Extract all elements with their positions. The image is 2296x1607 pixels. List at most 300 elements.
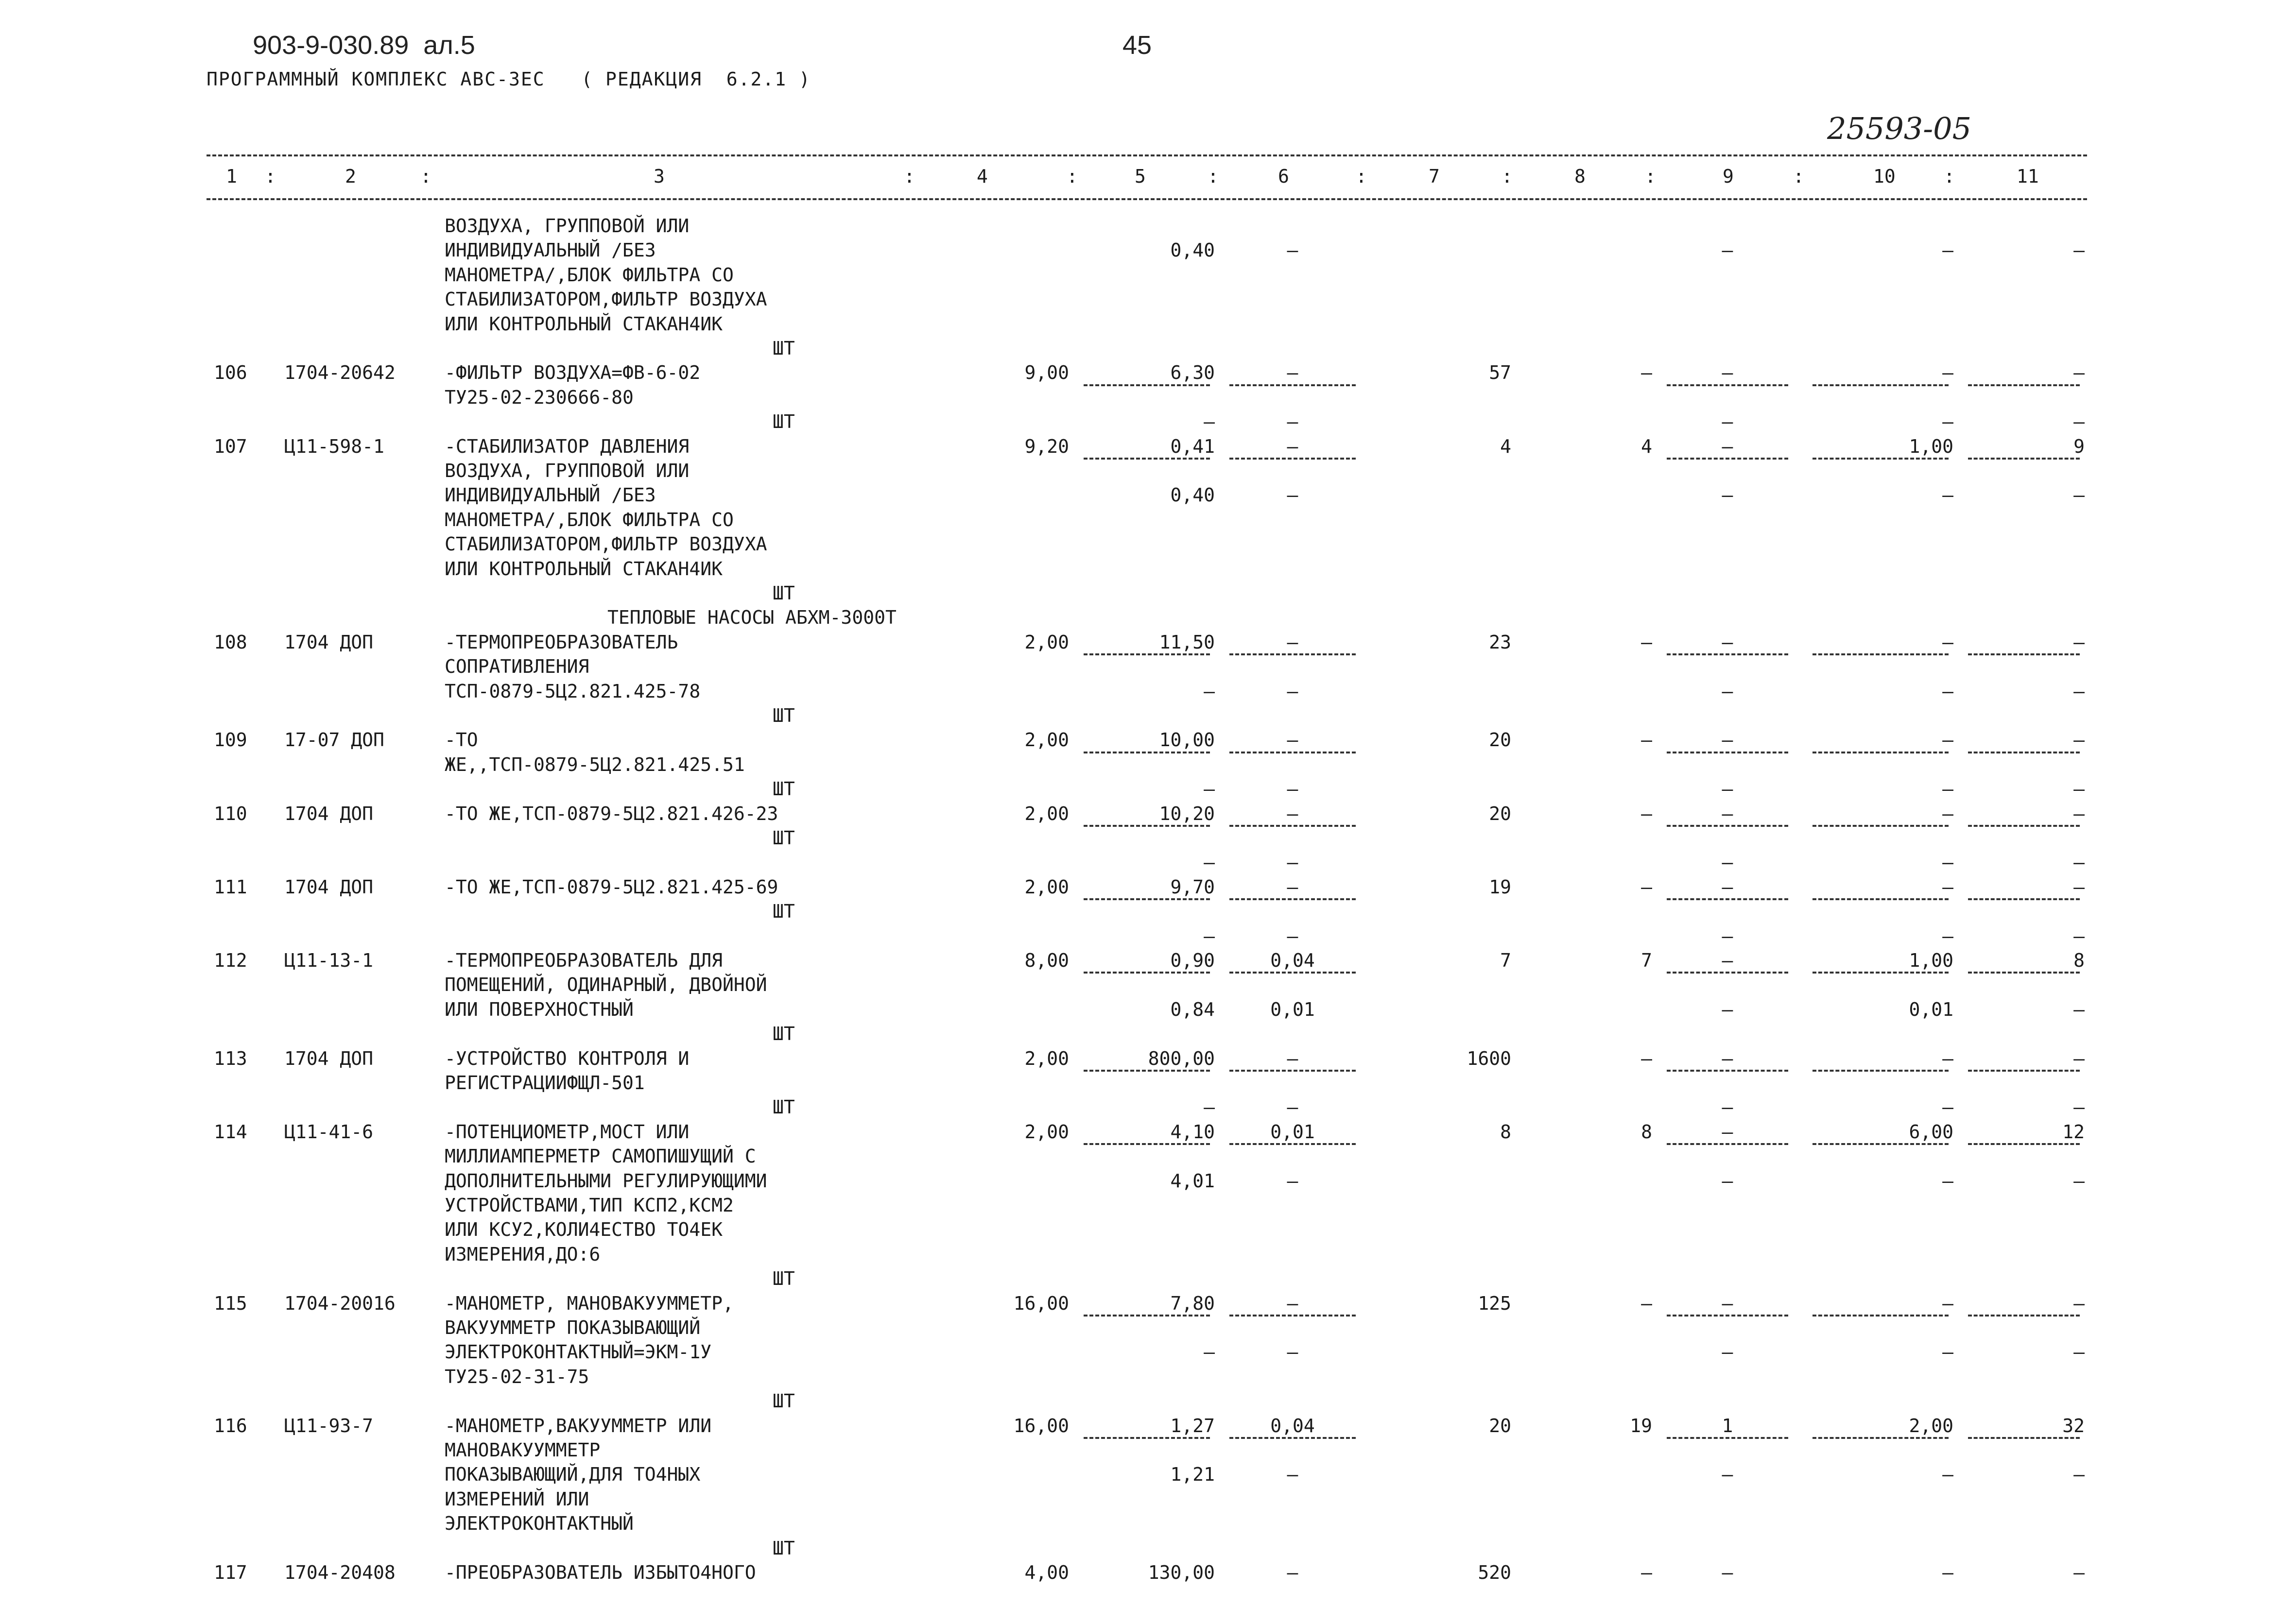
cell-c5: 130,00 (1148, 1562, 1215, 1583)
cell-divider (1813, 458, 1949, 460)
cell-c6: – (1287, 1047, 1298, 1069)
cell-c5: 10,20 (1159, 803, 1215, 824)
cell-c2: 1704-20642 (284, 362, 396, 384)
cell-c6: – (1287, 484, 1298, 506)
cell-c3: ШТ (773, 1023, 795, 1045)
cell-c7: 20 (1489, 1415, 1511, 1436)
cell-c9: – (1722, 435, 1733, 457)
cell-c7: 1600 (1467, 1047, 1511, 1069)
cell-c3: ЭЛЕКТРОКОНТАКТНЫЙ=ЭКМ-1У (445, 1341, 712, 1363)
cell-c10: – (1942, 803, 1953, 824)
cell-c1: 114 (214, 1121, 247, 1143)
cell-c10: – (1942, 876, 1953, 898)
cell-divider (1084, 384, 1210, 386)
cell-c5: 0,40 (1170, 484, 1215, 506)
cell-c3: ИЗМЕРЕНИЙ ИЛИ (445, 1488, 589, 1510)
cell-c10: – (1942, 1292, 1953, 1314)
cell-divider (1667, 1070, 1788, 1072)
column-number: 7 (1429, 166, 1440, 187)
cell-c6: – (1287, 925, 1298, 947)
column-separator: : (1356, 166, 1367, 187)
cell-c3: ПОКАЗЫВАЮЩИЙ,ДЛЯ ТО4НЫХ (445, 1464, 701, 1486)
cell-c8: 7 (1641, 950, 1652, 971)
cell-c3: -ПРЕОБРАЗОВАТЕЛЬ ИЗБЫТО4НОГО (445, 1562, 756, 1583)
cell-c10: – (1942, 1341, 1953, 1363)
column-separator: : (1502, 166, 1513, 187)
cell-divider (1667, 1315, 1788, 1316)
cell-c3: ШТ (773, 778, 795, 800)
cell-c6: – (1287, 729, 1298, 751)
cell-c6: 0,01 (1270, 1121, 1315, 1143)
cell-c4: 16,00 (1013, 1415, 1069, 1436)
cell-c8: – (1641, 876, 1652, 898)
column-separator: : (1944, 166, 1955, 187)
cell-c3: ИЛИ КОНТРОЛЬНЫЙ СТАКАН4ИК (445, 558, 723, 580)
cell-c3: СОПРАТИВЛЕНИЯ (445, 656, 589, 678)
cell-c7: 8 (1500, 1121, 1511, 1143)
cell-c5: 6,30 (1170, 362, 1215, 384)
column-number: 11 (2017, 166, 2039, 187)
cell-c11: – (2073, 362, 2085, 384)
cell-divider (1813, 1437, 1949, 1439)
cell-divider (1813, 825, 1949, 827)
cell-c3: -МАНОМЕТР,ВАКУУММЕТР ИЛИ (445, 1415, 712, 1436)
cell-c2: 17-07 ДОП (284, 729, 384, 751)
cell-c3: УСТРОЙСТВАМИ,ТИП КСП2,КСМ2 (445, 1195, 734, 1216)
cell-c11: – (2073, 411, 2085, 433)
cell-c9: – (1722, 778, 1733, 800)
cell-c8: – (1641, 1292, 1652, 1314)
cell-c11: – (2073, 1562, 2085, 1583)
cell-c6: – (1287, 1464, 1298, 1486)
cell-c6: – (1287, 1341, 1298, 1363)
cell-c6: – (1287, 852, 1298, 873)
cell-divider (1229, 1143, 1356, 1145)
cell-c3: -МАНОМЕТР, МАНОВАКУУММЕТР, (445, 1292, 734, 1314)
cell-c11: 9 (2073, 435, 2085, 457)
cell-c2: Ц11-93-7 (284, 1415, 374, 1436)
cell-divider (1968, 898, 2080, 900)
cell-c3: МАНОМЕТРА/,БЛОК ФИЛЬТРА СО (445, 264, 734, 286)
cell-c8: – (1641, 803, 1652, 824)
cell-divider (1667, 458, 1788, 460)
cell-c4: 2,00 (1024, 729, 1069, 751)
cell-c3: МИЛЛИАМПЕРМЕТР САМОПИШУЩИЙ С (445, 1145, 756, 1167)
cell-c5: – (1204, 852, 1215, 873)
cell-c5: 4,01 (1170, 1170, 1215, 1192)
cell-divider (1968, 1143, 2080, 1145)
cell-c1: 111 (214, 876, 247, 898)
cell-divider (1229, 458, 1356, 460)
cell-divider (1667, 972, 1788, 974)
cell-c9: – (1722, 239, 1733, 261)
cell-c7: 20 (1489, 729, 1511, 751)
cell-divider (1667, 384, 1788, 386)
cell-c3: -ТО (445, 729, 478, 751)
cell-divider (1229, 384, 1356, 386)
section-heading: ТЕПЛОВЫЕ НАСОСЫ АБХМ-3000Т (607, 607, 897, 629)
cell-c8: – (1641, 1047, 1652, 1069)
cell-divider (1813, 898, 1949, 900)
column-separator: : (1645, 166, 1656, 187)
cell-c6: – (1287, 1170, 1298, 1192)
software-line: ПРОГРАММНЫЙ КОМПЛЕКС АВС-3ЕС ( РЕДАКЦИЯ 6.2.1 ) (207, 68, 811, 90)
cell-divider (1229, 1070, 1356, 1072)
cell-c5: 10,00 (1159, 729, 1215, 751)
cell-c11: 12 (2062, 1121, 2085, 1143)
column-number: 8 (1574, 166, 1586, 187)
page-number: 45 (1122, 31, 1152, 60)
cell-c3: ВОЗДУХА, ГРУППОВОЙ ИЛИ (445, 215, 690, 237)
cell-c9: – (1722, 1464, 1733, 1486)
cell-c9: – (1722, 631, 1733, 653)
cell-c4: 2,00 (1024, 803, 1069, 824)
cell-c9: – (1722, 1562, 1733, 1583)
cell-c11: – (2073, 876, 2085, 898)
cell-divider (1229, 898, 1356, 900)
cell-c5: – (1204, 1096, 1215, 1118)
cell-c9: – (1722, 950, 1733, 971)
cell-divider (1667, 1437, 1788, 1439)
cell-c5: – (1204, 778, 1215, 800)
cell-c10: – (1942, 484, 1953, 506)
cell-c1: 109 (214, 729, 247, 751)
column-separator: : (420, 166, 432, 187)
cell-c5: 0,84 (1170, 998, 1215, 1020)
column-number: 5 (1135, 166, 1146, 187)
cell-c11: – (2073, 1096, 2085, 1118)
cell-divider (1813, 972, 1949, 974)
cell-c3: ШТ (773, 1537, 795, 1559)
cell-c10: – (1942, 411, 1953, 433)
cell-c6: – (1287, 239, 1298, 261)
cell-c9: – (1722, 998, 1733, 1020)
cell-c6: – (1287, 778, 1298, 800)
cell-c6: 0,04 (1270, 950, 1315, 971)
cell-c3: -ПОТЕНЦИОМЕТР,МОСТ ИЛИ (445, 1121, 690, 1143)
cell-c1: 115 (214, 1292, 247, 1314)
cell-c9: – (1722, 1121, 1733, 1143)
cell-c5: 1,27 (1170, 1415, 1215, 1436)
cell-c3: ШТ (773, 705, 795, 726)
cell-c10: – (1942, 925, 1953, 947)
cell-c11: – (2073, 925, 2085, 947)
cell-c9: – (1722, 680, 1733, 702)
cell-c3: -СТАБИЛИЗАТОР ДАВЛЕНИЯ (445, 435, 690, 457)
cell-c3: -ТО ЖЕ,ТСП-0879-5Ц2.821.426-23 (445, 803, 778, 824)
cell-c11: – (2073, 680, 2085, 702)
cell-c5: 0,90 (1170, 950, 1215, 971)
cell-c6: – (1287, 411, 1298, 433)
cell-divider (1968, 1070, 2080, 1072)
cell-c8: – (1641, 1562, 1652, 1583)
cell-c4: 2,00 (1024, 1121, 1069, 1143)
cell-c11: – (2073, 484, 2085, 506)
cell-c1: 113 (214, 1047, 247, 1069)
cell-c1: 108 (214, 631, 247, 653)
cell-c5: 800,00 (1148, 1047, 1215, 1069)
cell-c8: 4 (1641, 435, 1652, 457)
column-number: 1 (226, 166, 237, 187)
cell-c3: ВОЗДУХА, ГРУППОВОЙ ИЛИ (445, 460, 690, 481)
cell-c3: ШТ (773, 827, 795, 849)
cell-c11: 32 (2062, 1415, 2085, 1436)
cell-divider (1968, 825, 2080, 827)
cell-c7: 125 (1478, 1292, 1511, 1314)
cell-c1: 112 (214, 950, 247, 971)
column-separator: : (904, 166, 915, 187)
header-rule-top (207, 154, 2087, 156)
column-number: 10 (1873, 166, 1896, 187)
cell-c8: 8 (1641, 1121, 1652, 1143)
cell-c4: 2,00 (1024, 1047, 1069, 1069)
cell-c5: 0,40 (1170, 239, 1215, 261)
cell-c10: 1,00 (1909, 950, 1953, 971)
cell-c1: 117 (214, 1562, 247, 1583)
cell-c2: 1704 ДОП (284, 631, 374, 653)
cell-c10: – (1942, 631, 1953, 653)
cell-c1: 116 (214, 1415, 247, 1436)
cell-c10: – (1942, 239, 1953, 261)
cell-divider (1084, 972, 1210, 974)
cell-c3: ИЛИ ПОВЕРХНОСТНЫЙ (445, 998, 634, 1020)
cell-divider (1084, 752, 1210, 753)
cell-c5: – (1204, 411, 1215, 433)
cell-c2: 1704-20016 (284, 1292, 396, 1314)
cell-divider (1084, 825, 1210, 827)
cell-c4: 2,00 (1024, 631, 1069, 653)
cell-c3: ШТ (773, 901, 795, 923)
cell-c6: – (1287, 435, 1298, 457)
cell-c11: 8 (2073, 950, 2085, 971)
cell-c3: РЕГИСТРАЦИИФЩЛ-501 (445, 1072, 645, 1094)
cell-c2: 1704 ДОП (284, 876, 374, 898)
cell-c3: ТУ25-02-230666-80 (445, 386, 634, 408)
cell-c7: 20 (1489, 803, 1511, 824)
cell-divider (1084, 1315, 1210, 1316)
cell-c7: 19 (1489, 876, 1511, 898)
header-rule-bottom (207, 198, 2087, 200)
cell-divider (1084, 653, 1210, 655)
cell-c9: – (1722, 1292, 1733, 1314)
cell-c10: – (1942, 852, 1953, 873)
column-number: 6 (1278, 166, 1289, 187)
column-number: 2 (345, 166, 356, 187)
cell-divider (1813, 1143, 1949, 1145)
cell-c3: ИНДИВИДУАЛЬНЫЙ /БЕЗ (445, 484, 656, 506)
cell-divider (1813, 752, 1949, 753)
cell-c2: 1704-20408 (284, 1562, 396, 1583)
cell-c3: -ТЕРМОПРЕОБРАЗОВАТЕЛЬ (445, 631, 678, 653)
cell-divider (1084, 458, 1210, 460)
cell-c11: – (2073, 1047, 2085, 1069)
cell-divider (1968, 653, 2080, 655)
cell-c6: 0,01 (1270, 998, 1315, 1020)
cell-c3: ШТ (773, 1268, 795, 1290)
cell-c6: – (1287, 631, 1298, 653)
cell-c3: ДОПОЛНИТЕЛЬНЫМИ РЕГУЛИРУЮЩИМИ (445, 1170, 767, 1192)
cell-c9: 1 (1722, 1415, 1733, 1436)
cell-c3: -ФИЛЬТР ВОЗДУХА=ФВ-6-02 (445, 362, 701, 384)
cell-c3: ИЛИ КСУ2,КОЛИ4ЕСТВО ТО4ЕК (445, 1219, 723, 1241)
cell-c9: – (1722, 1170, 1733, 1192)
cell-c10: 6,00 (1909, 1121, 1953, 1143)
cell-c9: – (1722, 803, 1733, 824)
cell-divider (1229, 972, 1356, 974)
cell-c3: ТСП-0879-5Ц2.821.425-78 (445, 680, 701, 702)
cell-c9: – (1722, 484, 1733, 506)
cell-c8: – (1641, 729, 1652, 751)
cell-divider (1968, 458, 2080, 460)
cell-c11: – (2073, 1292, 2085, 1314)
cell-c10: – (1942, 1170, 1953, 1192)
cell-c10: – (1942, 778, 1953, 800)
cell-divider (1229, 825, 1356, 827)
cell-c3: СТАБИЛИЗАТОРОМ,ФИЛЬТР ВОЗДУХА (445, 289, 767, 310)
cell-c3: ИЛИ КОНТРОЛЬНЫЙ СТАКАН4ИК (445, 313, 723, 335)
cell-c3: ШТ (773, 338, 795, 359)
cell-c10: – (1942, 1464, 1953, 1486)
cell-c5: 1,21 (1170, 1464, 1215, 1486)
cell-c3: -УСТРОЙСТВО КОНТРОЛЯ И (445, 1047, 690, 1069)
cell-c5: 11,50 (1159, 631, 1215, 653)
cell-c5: 4,10 (1170, 1121, 1215, 1143)
cell-c9: – (1722, 1096, 1733, 1118)
cell-divider (1968, 1437, 2080, 1439)
cell-c11: – (2073, 998, 2085, 1020)
cell-c10: – (1942, 1096, 1953, 1118)
cell-c5: – (1204, 680, 1215, 702)
cell-c10: – (1942, 362, 1953, 384)
cell-c1: 110 (214, 803, 247, 824)
cell-divider (1968, 384, 2080, 386)
cell-c7: 520 (1478, 1562, 1511, 1583)
cell-c3: ШТ (773, 582, 795, 604)
cell-divider (1229, 1437, 1356, 1439)
cell-divider (1968, 752, 2080, 753)
cell-c5: 0,41 (1170, 435, 1215, 457)
cell-c5: – (1204, 1341, 1215, 1363)
cell-c6: 0,04 (1270, 1415, 1315, 1436)
cell-c6: – (1287, 362, 1298, 384)
cell-c4: 16,00 (1013, 1292, 1069, 1314)
cell-c9: – (1722, 925, 1733, 947)
cell-c4: 8,00 (1024, 950, 1069, 971)
cell-c3: ПОМЕЩЕНИЙ, ОДИНАРНЫЙ, ДВОЙНОЙ (445, 974, 767, 996)
cell-c6: – (1287, 803, 1298, 824)
cell-c3: СТАБИЛИЗАТОРОМ,ФИЛЬТР ВОЗДУХА (445, 533, 767, 555)
cell-c7: 4 (1500, 435, 1511, 457)
cell-c9: – (1722, 729, 1733, 751)
cell-c2: Ц11-13-1 (284, 950, 374, 971)
cell-divider (1813, 1315, 1949, 1316)
cell-divider (1667, 898, 1788, 900)
cell-divider (1084, 1070, 1210, 1072)
cell-c8: – (1641, 631, 1652, 653)
column-number: 3 (654, 166, 665, 187)
cell-c11: – (2073, 1464, 2085, 1486)
cell-c7: 57 (1489, 362, 1511, 384)
cell-c10: 2,00 (1909, 1415, 1953, 1436)
column-separator: : (1793, 166, 1804, 187)
cell-c9: – (1722, 411, 1733, 433)
cell-divider (1084, 1143, 1210, 1145)
cell-c11: – (2073, 803, 2085, 824)
cell-c1: 107 (214, 435, 247, 457)
cell-divider (1667, 1143, 1788, 1145)
cell-c7: 23 (1489, 631, 1511, 653)
cell-c6: – (1287, 680, 1298, 702)
cell-c5: 7,80 (1170, 1292, 1215, 1314)
cell-c8: 19 (1630, 1415, 1652, 1436)
cell-c8: – (1641, 362, 1652, 384)
cell-c6: – (1287, 1562, 1298, 1583)
column-separator: : (1208, 166, 1219, 187)
cell-c10: – (1942, 680, 1953, 702)
cell-c3: МАНОМЕТРА/,БЛОК ФИЛЬТРА СО (445, 509, 734, 530)
cell-c7: 7 (1500, 950, 1511, 971)
cell-divider (1968, 1315, 2080, 1316)
cell-divider (1229, 1315, 1356, 1316)
cell-divider (1229, 752, 1356, 753)
cell-c3: ЭЛЕКТРОКОНТАКТНЫЙ (445, 1513, 634, 1535)
cell-c3: ШТ (773, 1390, 795, 1412)
column-number: 4 (977, 166, 988, 187)
cell-c3: -ТО ЖЕ,ТСП-0879-5Ц2.821.425-69 (445, 876, 778, 898)
cell-divider (1084, 898, 1210, 900)
cell-c9: – (1722, 852, 1733, 873)
cell-c9: – (1722, 1047, 1733, 1069)
cell-c6: – (1287, 876, 1298, 898)
cell-divider (1813, 1070, 1949, 1072)
cell-c3: ИЗМЕРЕНИЯ,ДО:6 (445, 1243, 601, 1265)
cell-c6: – (1287, 1292, 1298, 1314)
cell-divider (1667, 825, 1788, 827)
cell-c11: – (2073, 239, 2085, 261)
cell-c9: – (1722, 876, 1733, 898)
cell-c10: 0,01 (1909, 998, 1953, 1020)
cell-c2: 1704 ДОП (284, 803, 374, 824)
cell-c3: ВАКУУММЕТР ПОКАЗЫВАЮЩИЙ (445, 1317, 701, 1338)
cell-c2: Ц11-41-6 (284, 1121, 374, 1143)
cell-divider (1667, 752, 1788, 753)
cell-c5: – (1204, 925, 1215, 947)
cell-c6: – (1287, 1096, 1298, 1118)
column-separator: : (265, 166, 276, 187)
cell-divider (1229, 653, 1356, 655)
cell-c4: 4,00 (1024, 1562, 1069, 1583)
cell-c2: 1704 ДОП (284, 1047, 374, 1069)
document-code: 903-9-030.89 ал.5 (253, 31, 475, 60)
cell-divider (1813, 384, 1949, 386)
cell-c10: – (1942, 729, 1953, 751)
cell-c4: 9,20 (1024, 435, 1069, 457)
cell-c9: – (1722, 362, 1733, 384)
cell-c11: – (2073, 1170, 2085, 1192)
handwritten-code: 25593-05 (1827, 111, 1972, 146)
cell-c11: – (2073, 852, 2085, 873)
cell-c11: – (2073, 631, 2085, 653)
cell-c3: ИНДИВИДУАЛЬНЫЙ /БЕЗ (445, 239, 656, 261)
cell-divider (1667, 653, 1788, 655)
cell-divider (1084, 1437, 1210, 1439)
cell-c10: – (1942, 1047, 1953, 1069)
cell-c4: 2,00 (1024, 876, 1069, 898)
cell-c11: – (2073, 1341, 2085, 1363)
cell-c3: ШТ (773, 1096, 795, 1118)
column-number: 9 (1723, 166, 1734, 187)
cell-c3: ТУ25-02-31-75 (445, 1366, 589, 1387)
